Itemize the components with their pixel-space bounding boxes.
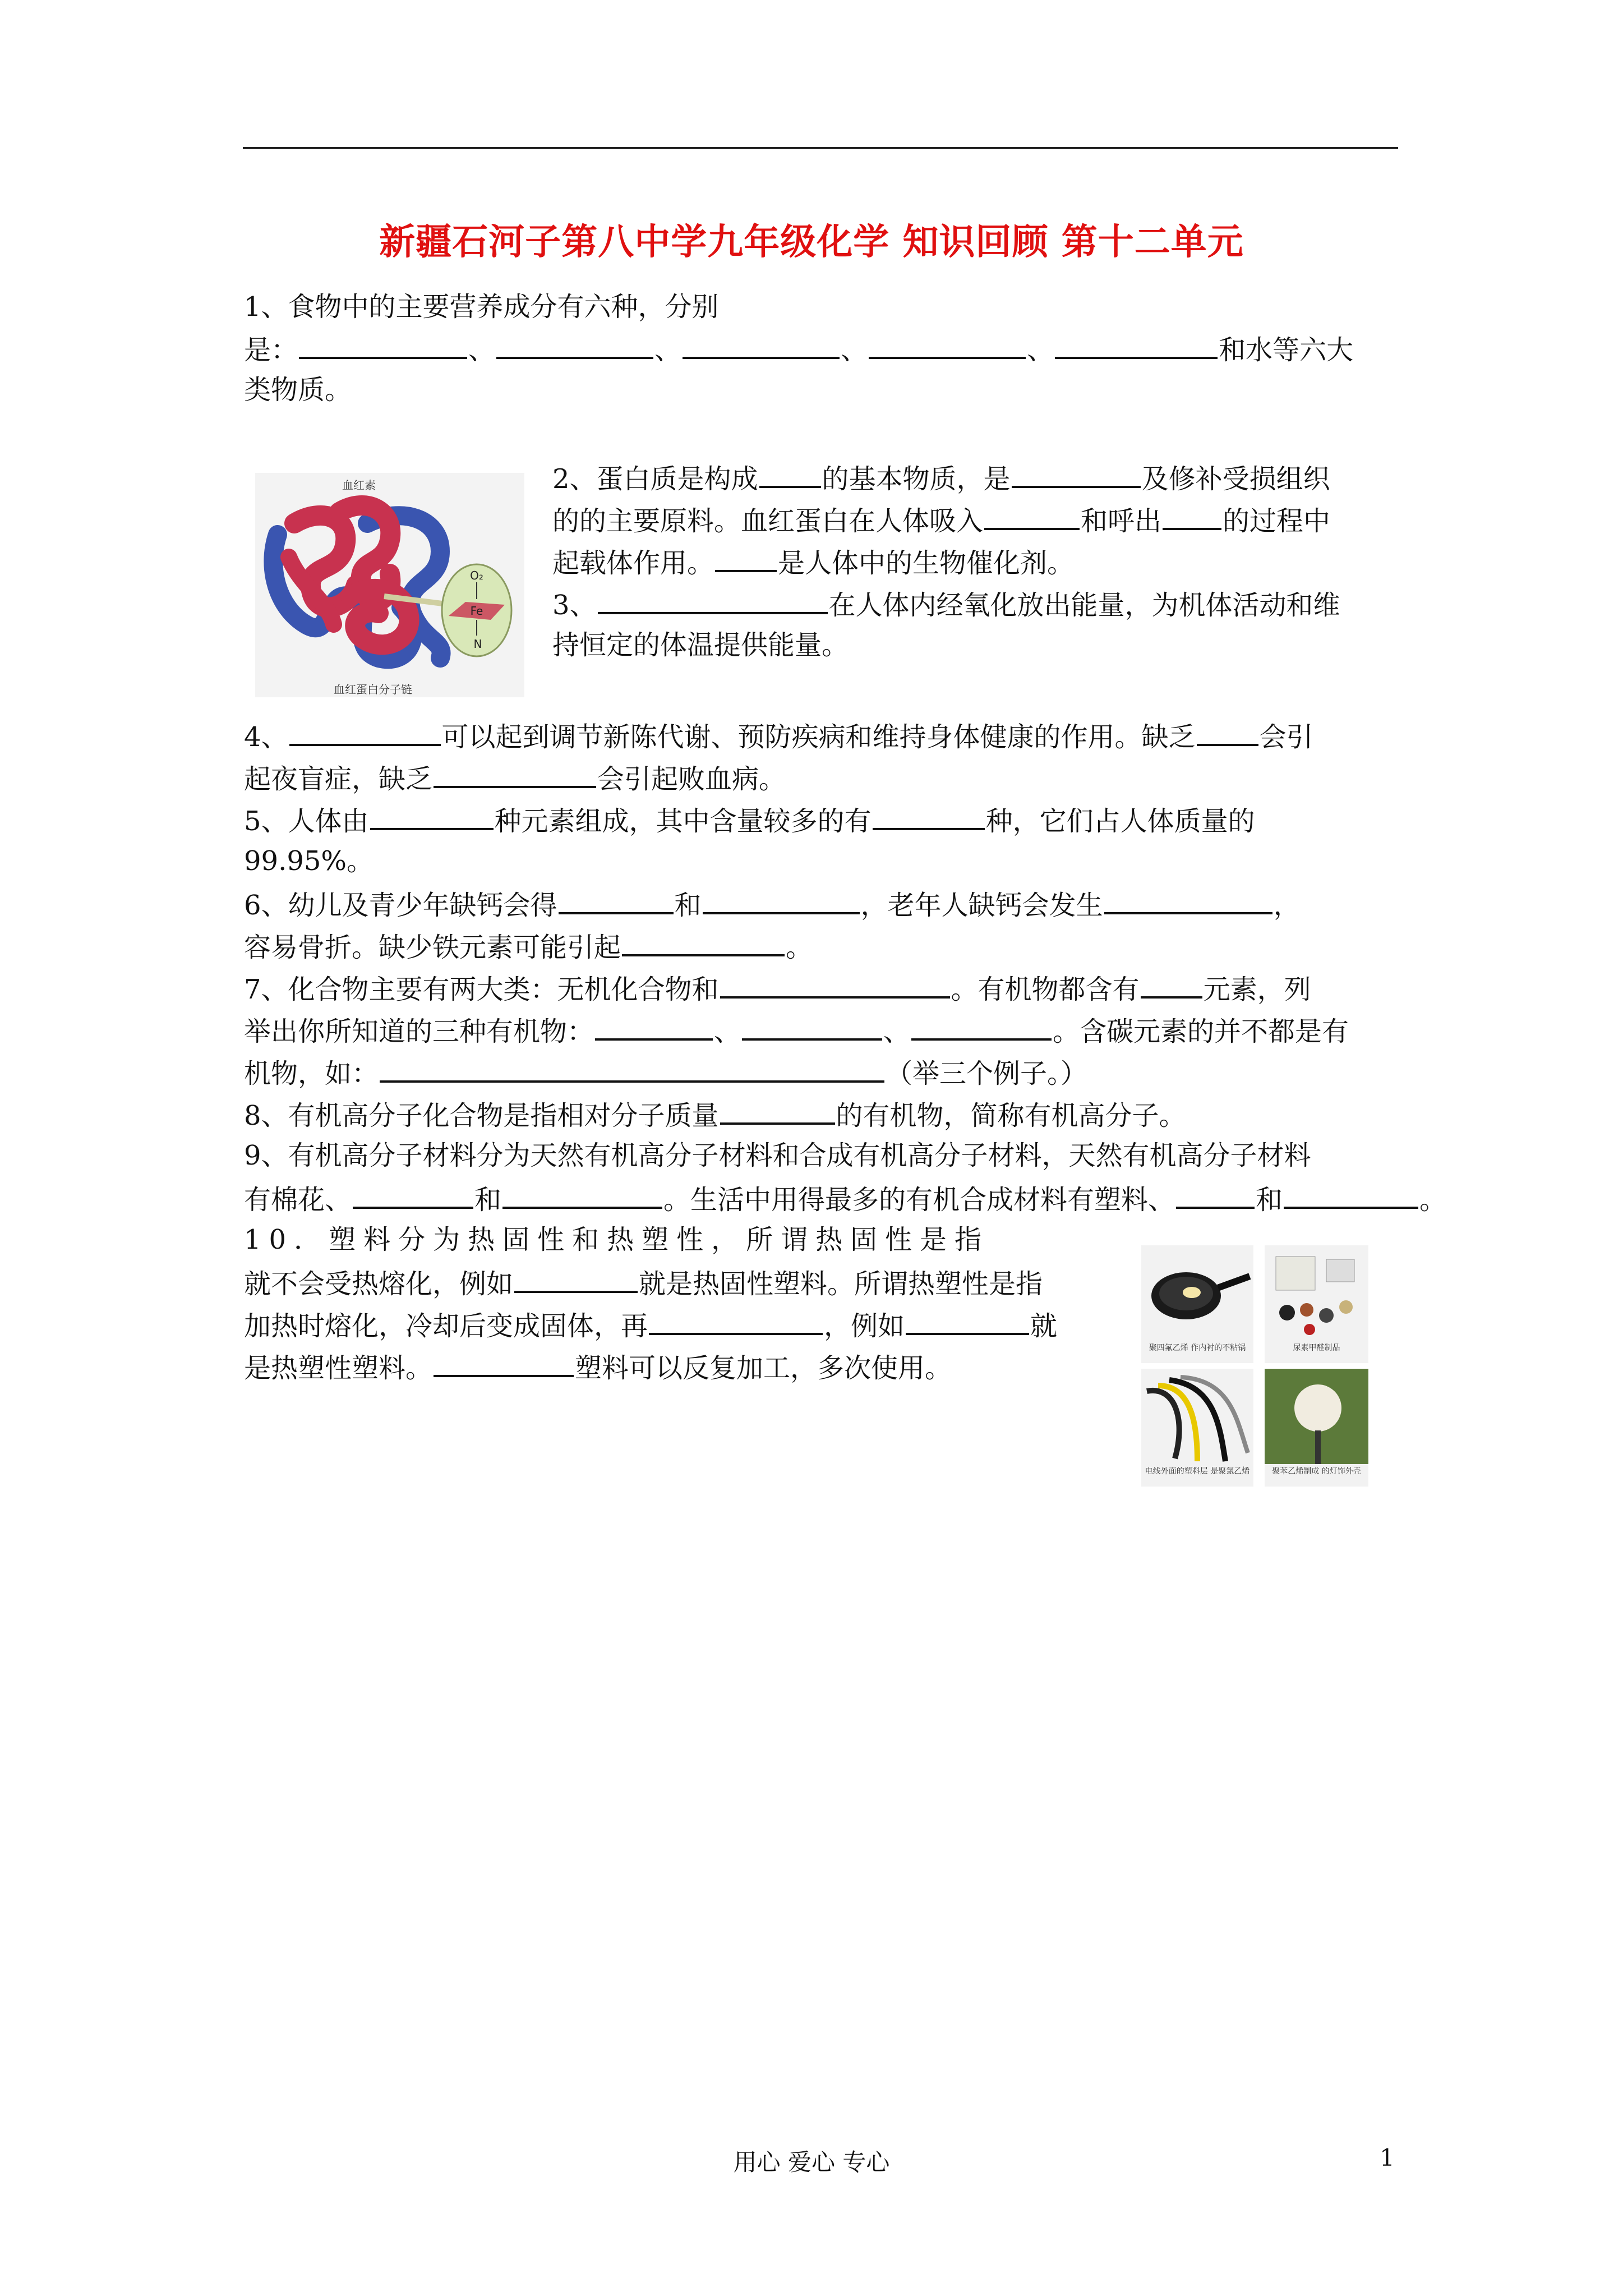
q4-line2: 起夜盲症，缺乏 会引起败血病。 — [244, 759, 786, 797]
blank[interactable] — [1197, 717, 1258, 746]
blank[interactable] — [1284, 1180, 1418, 1209]
photo-lamp-shade — [1265, 1369, 1368, 1487]
q2-line3: 起载体作用。 是人体中的生物催化剂。 — [552, 543, 1074, 581]
hemoglobin-illustration — [255, 473, 524, 697]
blank[interactable] — [559, 885, 674, 914]
hemoglobin-figure — [255, 473, 524, 697]
blank[interactable] — [1055, 330, 1218, 359]
q7-line3: 机物，如： （举三个例子。） — [244, 1053, 1087, 1092]
photo-wire-insulation — [1141, 1369, 1253, 1487]
blank[interactable] — [434, 1348, 574, 1377]
blank[interactable] — [622, 927, 785, 956]
page-title: 新疆石河子第八中学九年级化学 知识回顾 第十二单元 — [379, 222, 1244, 263]
blank[interactable] — [353, 1180, 473, 1209]
blank[interactable] — [299, 330, 467, 359]
blank[interactable] — [683, 330, 840, 359]
lamp-icon — [1265, 1369, 1368, 1464]
page-number: 1 — [1380, 2144, 1395, 2171]
q8-line1: 8、有机高分子化合物是指相对分子质量 的有机物，简称有机高分子。 — [244, 1096, 1186, 1134]
q1-line3: 类物质。 — [244, 374, 352, 406]
header-rule — [243, 147, 1398, 149]
q3-line2: 持恒定的体温提供能量。 — [552, 629, 849, 661]
blank[interactable] — [496, 330, 653, 359]
blank[interactable] — [873, 801, 985, 830]
caption: 聚四氟乙烯 作内衬的不粘锅 — [1149, 1343, 1246, 1352]
blank[interactable] — [742, 1011, 882, 1041]
q10-line4: 是热塑性塑料。 塑料可以反复加工，多次使用。 — [244, 1348, 952, 1386]
blank[interactable] — [598, 585, 828, 614]
blank[interactable] — [514, 1264, 638, 1293]
q1-line2: 是： 、 、 、 、 和水等六大 — [244, 330, 1353, 368]
q5-line2: 99.95%。 — [244, 845, 374, 877]
blank[interactable] — [1104, 885, 1272, 914]
blank[interactable] — [1012, 459, 1141, 488]
photo-urea-products — [1265, 1245, 1368, 1363]
q6-line1: 6、幼儿及青少年缺钙会得 和 ，老年人缺钙会发生 ， — [244, 885, 1301, 923]
q9-line1: 9、有机高分子材料分为天然有机高分子材料和合成有机高分子材料，天然有机高分子材料 — [244, 1140, 1311, 1171]
heme-caption: 血红素 — [342, 478, 376, 492]
blank[interactable] — [715, 543, 777, 572]
blank[interactable] — [649, 1306, 823, 1335]
blank[interactable] — [869, 330, 1026, 359]
footer-slogan: 用心 爱心 专心 — [733, 2148, 890, 2176]
blank[interactable] — [370, 801, 494, 830]
blank[interactable] — [289, 717, 441, 746]
blank[interactable] — [1141, 969, 1202, 999]
q4-line1: 4、 可以起到调节新陈代谢、预防疾病和维持身体健康的作用。缺乏 会引 — [244, 717, 1313, 755]
q10-line3: 加热时熔化，冷却后变成固体，再 ，例如 就 — [244, 1306, 1057, 1344]
blank[interactable] — [984, 501, 1080, 530]
pan-icon — [1141, 1245, 1253, 1341]
urea-products-icon — [1265, 1245, 1368, 1341]
o2-label: O₂ — [470, 569, 483, 582]
q6-line2: 容易骨折。缺少铁元素可能引起 。 — [244, 927, 813, 965]
q2-line2: 的的主要原料。血红蛋白在人体吸入 和呼出 的过程中 — [552, 501, 1330, 539]
caption: 电线外面的塑料层 是聚氯乙烯 — [1145, 1467, 1250, 1476]
blank[interactable] — [703, 885, 860, 914]
caption: 尿素甲醛制品 — [1293, 1343, 1340, 1352]
wire-icon — [1141, 1369, 1253, 1464]
q1-line1: 1、食物中的主要营养成分有六种，分别 — [244, 291, 719, 323]
fe-label: Fe — [470, 604, 483, 618]
blank[interactable] — [1163, 501, 1221, 530]
q5-line1: 5、人体由 种元素组成，其中含量较多的有 种，它们占人体质量的 — [244, 801, 1255, 839]
blank[interactable] — [595, 1011, 713, 1041]
blank[interactable] — [720, 1096, 835, 1125]
blank[interactable] — [434, 759, 596, 788]
blank[interactable] — [911, 1011, 1052, 1041]
chain-caption: 血红蛋白分子链 — [334, 683, 412, 696]
blank[interactable] — [1176, 1180, 1255, 1209]
blank[interactable] — [380, 1053, 884, 1083]
photo-nonstick-pan — [1141, 1245, 1253, 1363]
q9-line2: 有棉花、 和 。生活中用得最多的有机合成材料有塑料、 和 。 — [244, 1180, 1446, 1218]
blank[interactable] — [759, 459, 821, 488]
blank[interactable] — [720, 969, 950, 999]
q7-line1: 7、化合物主要有两大类：无机化合物和 。有机物都含有 元素，列 — [244, 969, 1311, 1007]
blank[interactable] — [906, 1306, 1029, 1335]
caption: 聚苯乙烯制成 的灯饰外壳 — [1272, 1467, 1361, 1476]
n-label: N — [473, 637, 482, 651]
q10-line1: 10．塑料分为热固性和热塑性，所谓热固性是指 — [244, 1224, 990, 1255]
q3-line1: 3、 在人体内经氧化放出能量，为机体活动和维 — [552, 585, 1340, 623]
q2-line1: 2、蛋白质是构成 的基本物质，是 及修补受损组织 — [552, 459, 1330, 497]
q10-line2: 就不会受热熔化，例如 就是热固性塑料。所谓热塑性是指 — [244, 1264, 1043, 1302]
q7-line2: 举出你所知道的三种有机物： 、 、 。含碳元素的并不都是有 — [244, 1011, 1349, 1050]
blank[interactable] — [502, 1180, 662, 1209]
